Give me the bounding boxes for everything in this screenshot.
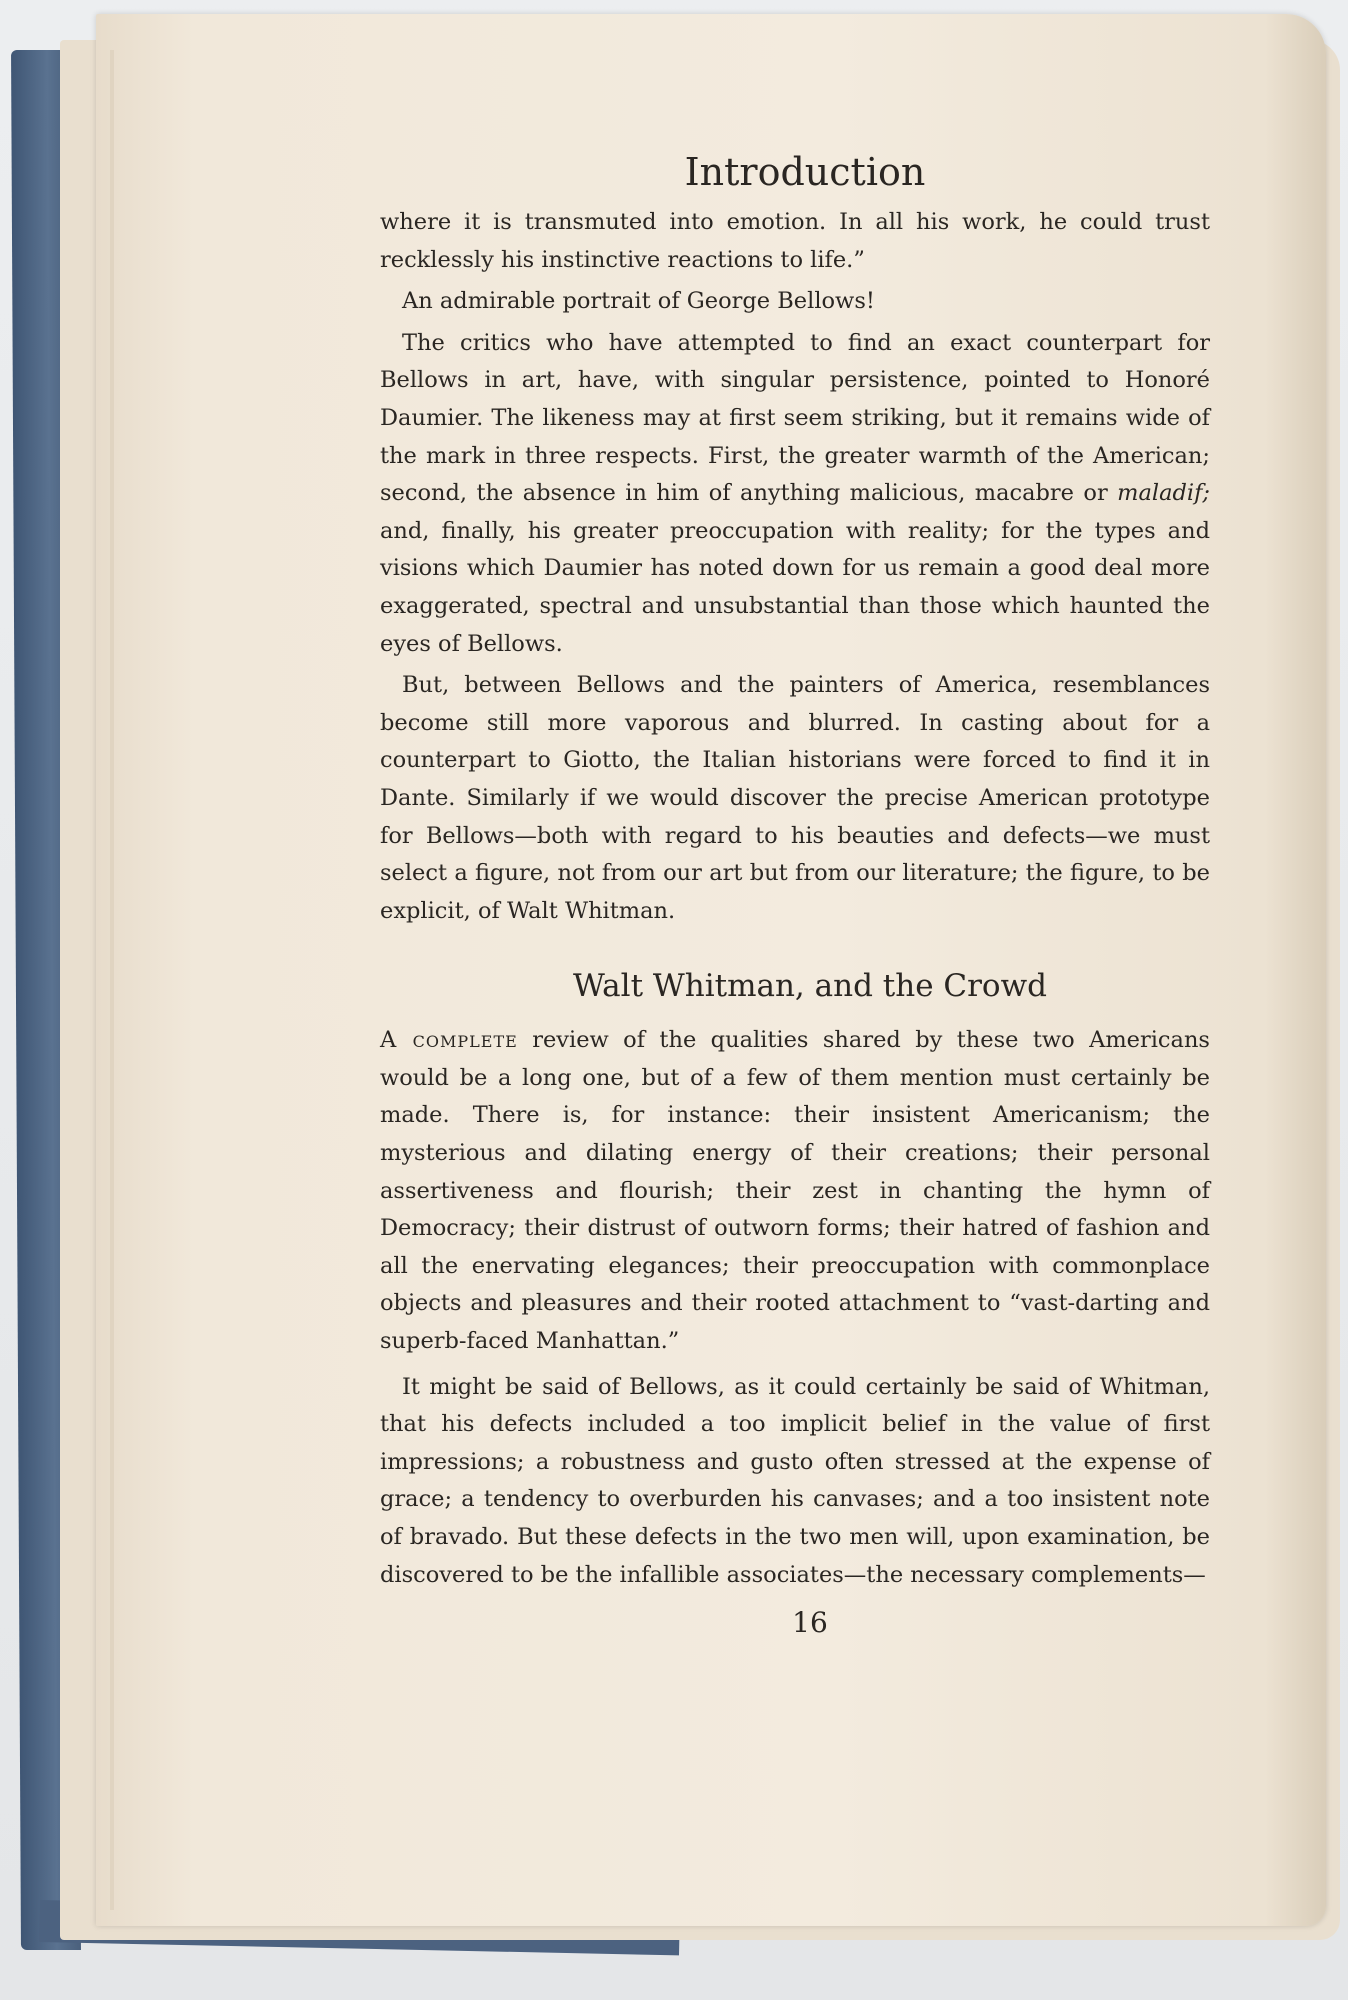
paragraph-text: and, finally, his greater preoccupation with reality; for the types and visions which Daumier has noted down for us remain a good deal more exaggerated, spectral and unsubstantial than those which haunted the eyes of Bellows.	[380, 517, 1210, 657]
paragraph: It might be said of Bellows, as it could certainly be said of Whitman, that his defects included a too implicit belief in the value of first impressions; a robustness and gusto often stressed at the expense of grace; a tendency to overburden his canvases; and a too insistent note of bravado. But these defects in the two men will, upon examination, be discovered to be the infallible associates—the necessary complements—	[380, 1373, 1210, 1588]
section-heading: Walt Whitman, and the Crowd	[573, 968, 1047, 1005]
page-content	[380, 150, 1210, 1639]
paragraph: where it is transmuted into emotion. In all his work, he could trust recklessly his instinctive reactions to life.”	[380, 209, 1210, 273]
running-head: Introduction	[684, 150, 926, 194]
paragraph: An admirable portrait of George Bellows!	[402, 288, 875, 315]
paragraph-text: review of the qualities shared by these two Americans would be a long one, but of a few of them mention must certainly be made. There is, for instance: their insistent Americanism; the mysterious and dilating energy of their creations; their personal assertiveness and flourish; their zest in chanting the hymn of Democracy; their distrust of outworn forms; their hatred of fashion and all the enervating elegances; their preoccupation with commonplace objects and pleasures and their rooted attachment to “vast-darting and superb-faced Manhattan.”	[380, 1027, 1210, 1355]
paragraph	[380, 1022, 1210, 1360]
paragraph	[380, 325, 1210, 663]
page-number: 16	[792, 1606, 828, 1640]
italic-word: maladif;	[1117, 480, 1210, 507]
small-caps-opening: A complete	[380, 1027, 518, 1054]
paragraph: But, between Bellows and the painters of America, resemblances become still more vaporous and blurred. In casting about for a counterpart to Giotto, the Italian historians were forced to find it in Dante. Similarly if we would discover the precise American prototype for Bellows—both with regard to his beauties and defects—we must select a figure, not from our art but from our literature; the figure, to be explicit, of Walt Whitman.	[380, 672, 1210, 924]
paragraph-text: The critics who have attempted to find an exact counterpart for Bellows in art, have, with singular persistence, pointed to Honoré Daumier. The likeness may at first seem striking, but it remains wide of the mark in three respects. First, the greater warmth of the American; second, the absence in him of anything malicious, macabre or	[380, 329, 1210, 507]
page-fold	[110, 50, 114, 1910]
